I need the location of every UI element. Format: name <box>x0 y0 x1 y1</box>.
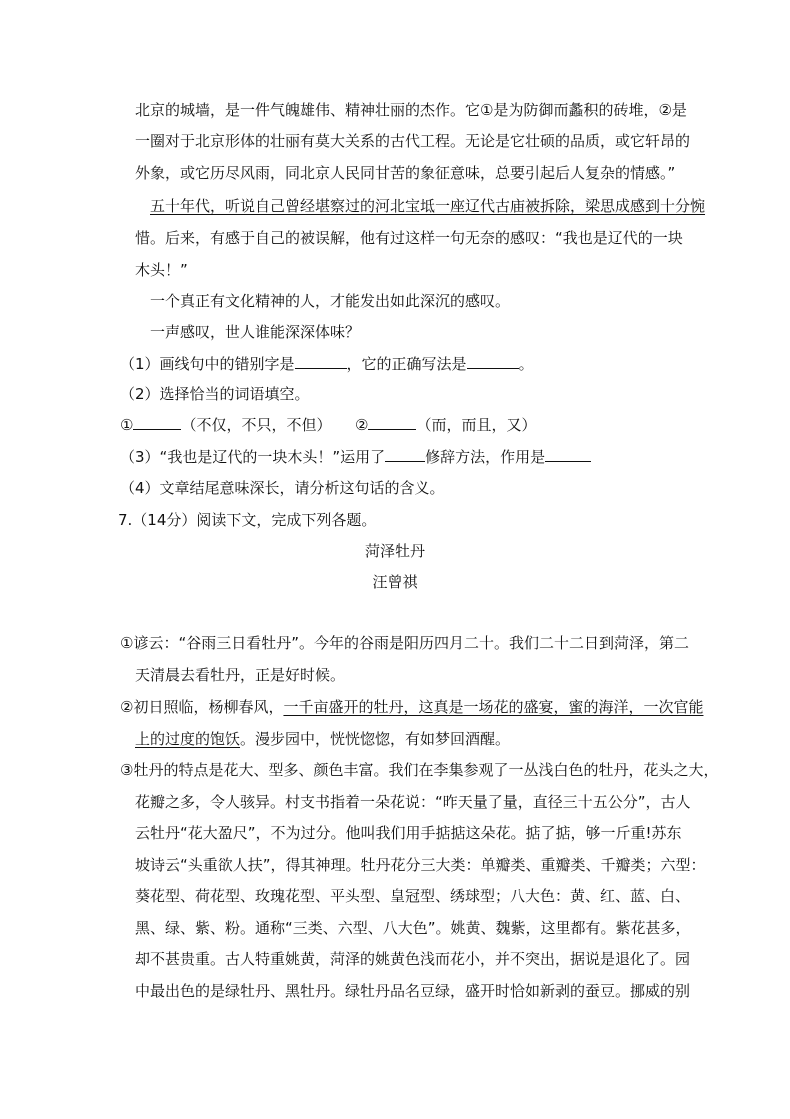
paragraph-line: 惜。后来，有感于自己的被误解，他有过这样一句无奈的感叹：“我也是辽代的一块 <box>135 229 683 247</box>
answer-blank[interactable] <box>295 354 347 369</box>
question-2-options: ① （不仅，不只，不但） ② （而，而且，又） <box>120 416 537 434</box>
underlined-sentence: 一千亩盛开的牡丹，这真是一场花的盛宴，蜜的海洋，一次官能 <box>283 698 704 716</box>
passage-line-3: 外象，或它历尽风雨，同北京人民同甘苦的象征意味，总要引起后人复杂的情感。” <box>135 164 676 182</box>
answer-blank[interactable] <box>545 447 591 462</box>
article-paragraph-2-line-1: ②初日照临，杨柳春风，一千亩盛开的牡丹，这真是一场花的盛宴，蜜的海洋，一次官能 <box>120 698 704 716</box>
article-paragraph-3-line: ③牡丹的特点是花大、型多、颜色丰富。我们在李集参观了一丛浅白色的牡丹，花头之大， <box>120 761 719 779</box>
article-author: 汪曾祺 <box>372 573 418 591</box>
paragraph-line: 一个真正有文化精神的人，才能发出如此深沉的感叹。 <box>150 292 511 310</box>
article-paragraph-1-line: 天清晨去看牡丹，正是好时候。 <box>135 666 346 684</box>
passage-line-2: 一圈对于北京形体的壮丽有莫大关系的古代工程。无论是它壮硕的品质，或它轩昂的 <box>135 132 691 150</box>
article-paragraph-3-line: 云牡丹“花大盈尺”，不为过分。他叫我们用手掂掂这朵花。掂了掂，够一斤重!苏东 <box>135 824 682 842</box>
article-paragraph-3-line: 却不甚贵重。古人特重姚黄，菏泽的姚黄色浅而花小，并不突出，据说是退化了。园 <box>135 950 691 968</box>
answer-blank[interactable] <box>368 415 416 430</box>
question-2: （2）选择恰当的词语填空。 <box>120 385 310 403</box>
answer-blank[interactable] <box>133 415 181 430</box>
passage-line-1: 北京的城墙，是一件气魄雄伟、精神壮丽的杰作。它①是为防御而蠡积的砖堆，②是 <box>135 101 687 119</box>
article-paragraph-3-line: 花瓣之多，令人骇异。村支书指着一朵花说：“昨天量了量，直径三十五公分”，古人 <box>135 793 691 811</box>
question-4: （4）文章结尾意味深长，请分析这句话的含义。 <box>120 479 445 497</box>
paragraph-line: 一声感叹，世人谁能深深体味？ <box>150 323 361 341</box>
article-paragraph-1-line: ①谚云：“谷雨三日看牡丹”。今年的谷雨是阳历四月二十。我们二十二日到菏泽，第二 <box>120 634 689 652</box>
article-paragraph-3-line: 葵花型、荷花型、玫瑰花型、平头型、皇冠型、绣球型；八大色：黄、红、蓝、白、 <box>135 887 691 905</box>
answer-blank[interactable] <box>467 354 519 369</box>
question-3: （3）“我也是辽代的一块木头！”运用了 修辞方法，作用是 <box>120 447 591 467</box>
answer-blank[interactable] <box>385 447 425 462</box>
article-paragraph-2-line-2: 上的过度的饱饫。漫步园中，恍恍惚惚，有如梦回酒醒。 <box>135 730 511 748</box>
article-title: 菏泽牡丹 <box>364 542 425 560</box>
paragraph-line: 木头！” <box>135 261 188 279</box>
article-paragraph-3-line: 坡诗云“头重欲人扶”，得其神理。牡丹花分三大类：单瓣类、重瓣类、千瓣类；六型： <box>135 856 706 874</box>
article-paragraph-3-line: 黑、绿、紫、粉。通称“三类、六型、八大色”。姚黄、魏紫，这里都有。紫花甚多， <box>135 919 691 937</box>
section-7-heading: 7.（14分）阅读下文，完成下列各题。 <box>118 511 377 529</box>
article-paragraph-3-line: 中最出色的是绿牡丹、黑牡丹。绿牡丹品名豆绿，盛开时恰如新剥的蚕豆。挪威的别 <box>135 982 691 1000</box>
question-1: （1）画线句中的错别字是 ，它的正确写法是 。 <box>120 355 534 373</box>
underlined-sentence-line-1: 五十年代，听说自己曾经堪察过的河北宝坻一座辽代古庙被拆除，梁思成感到十分惋 <box>150 197 706 215</box>
underlined-sentence: 上的过度的饱饫 <box>135 730 241 748</box>
